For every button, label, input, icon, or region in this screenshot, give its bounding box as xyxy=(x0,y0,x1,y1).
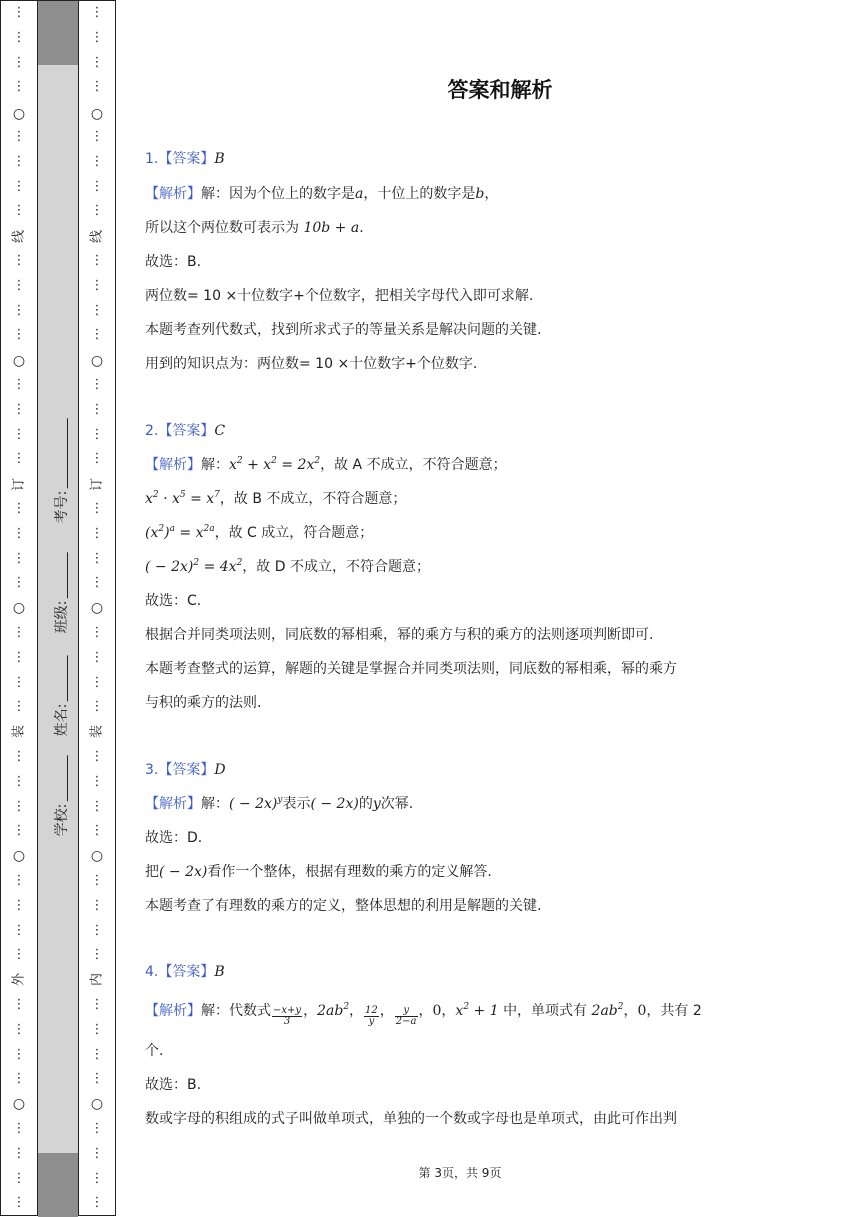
seam-circle: ○ xyxy=(12,600,26,616)
dotted-seam: ⋮ xyxy=(90,897,104,913)
seam-circle: ○ xyxy=(90,106,104,122)
seam-circle: ○ xyxy=(90,353,104,369)
q2-analysis-line-8: 与积的乘方的法则. xyxy=(145,695,262,711)
dotted-seam: ⋮ xyxy=(90,377,104,392)
q4-fraction-1: $\frac{-x+y}{3}$ xyxy=(273,1004,302,1027)
dotted-seam: ⋮ xyxy=(90,699,104,715)
analysis-label: 【解析】 xyxy=(145,457,201,473)
q2-analysis-line-4 xyxy=(145,560,430,574)
dotted-seam: ⋮ xyxy=(90,575,104,591)
q1-var-a: a xyxy=(355,186,364,202)
q2-text: ，故 A 不成立，不符合题意； xyxy=(320,457,507,473)
inner-binding-column xyxy=(78,0,116,1216)
dotted-seam: ⋮ xyxy=(12,997,26,1012)
q1-analysis-line-2 xyxy=(145,221,364,235)
analysis-label: 【解析】 xyxy=(145,186,201,202)
dotted-seam: ⋮ xyxy=(90,1121,104,1136)
dotted-seam: ⋮ xyxy=(12,922,26,938)
outer-seam-label: 装 xyxy=(11,725,27,739)
question-number: 3. xyxy=(145,762,159,778)
q2-analysis-line-2 xyxy=(145,492,406,506)
q1-analysis-line-6: 用到的知识点为：两位数= 10 ×十位数字+个位数字. xyxy=(145,356,478,372)
q2-formula-b: $x^2 \cdot x^5 = x^7$ xyxy=(145,490,220,507)
dotted-seam: ⋮ xyxy=(90,1145,104,1161)
answer-value: C xyxy=(214,423,226,439)
dotted-seam: ⋮ xyxy=(12,426,26,442)
dotted-seam: ⋮ xyxy=(90,54,104,70)
q1-text: ， xyxy=(484,186,499,202)
q3-text: 次幂. xyxy=(380,796,414,812)
dotted-seam: ⋮ xyxy=(12,773,26,789)
analysis-label: 【解析】 xyxy=(145,796,201,812)
dotted-seam: ⋮ xyxy=(90,1021,104,1037)
q4-analysis-line-4: 数或字母的积组成的式子叫做单项式，单独的一个数或字母也是单项式，由此可作出判 xyxy=(145,1111,677,1127)
dotted-seam: ⋮ xyxy=(12,277,26,293)
dotted-seam: ⋮ xyxy=(12,1121,26,1136)
seam-circle: ○ xyxy=(12,848,26,864)
dotted-seam: ⋮ xyxy=(12,749,26,764)
dotted-seam: ⋮ xyxy=(90,525,104,541)
q4-text: 解：代数式 xyxy=(201,1003,271,1019)
q3-var-y: y xyxy=(372,796,381,812)
dotted-seam: ⋮ xyxy=(12,1195,26,1211)
dotted-seam: ⋮ xyxy=(12,129,26,144)
dotted-seam: ⋮ xyxy=(12,29,26,45)
q4-analysis-line-1: 【解析】解：代数式 $\frac{-x+y}{3}$ ，$2ab^2$， $\frac{12}{y}$ ， $\frac{y}{2-a}$ ，0，$x^2 + 1$ 中，单项式有 $2ab^2$，0，共有 2 xyxy=(145,1002,702,1027)
q1-expression: 10b + a xyxy=(303,220,360,236)
margin-dark-block-bottom xyxy=(38,1153,78,1217)
dotted-seam: ⋮ xyxy=(90,178,104,194)
answer-value: B xyxy=(214,964,225,980)
q1-text: 解：因为个位上的数字是 xyxy=(201,186,355,202)
q1-answer-line xyxy=(145,152,225,166)
dotted-seam: ⋮ xyxy=(12,947,26,963)
dotted-seam: ⋮ xyxy=(90,649,104,665)
dotted-seam: ⋮ xyxy=(12,798,26,814)
inner-seam-label: 订 xyxy=(89,478,105,492)
q2-formula-d: ( − $2x)^2 = 4x^2$ xyxy=(145,558,243,575)
dotted-seam: ⋮ xyxy=(12,203,26,219)
q1-text: 所以这个两位数可表示为 xyxy=(145,220,304,236)
q1-analysis-line-3: 故选：B. xyxy=(145,254,202,270)
dotted-seam: ⋮ xyxy=(90,873,104,888)
dotted-seam: ⋮ xyxy=(12,153,26,169)
q2-analysis-line-6: 根据合并同类项法则，同底数的幂相乘，幂的乘方与积的乘方的法则逐项判断即可. xyxy=(145,627,654,643)
question-number: 1. xyxy=(145,151,159,167)
outer-seam-label: 线 xyxy=(11,230,27,244)
answer-label: 【答案】 xyxy=(158,762,215,778)
q3-analysis-line-2: 故选：D. xyxy=(145,830,203,846)
seam-circle: ○ xyxy=(90,1096,104,1112)
q3-text: 看作一个整体，根据有理数的乘方的定义解答. xyxy=(207,864,492,880)
q2-text: ，故 C 成立，符合题意； xyxy=(214,525,374,541)
dotted-seam: ⋮ xyxy=(12,823,26,839)
field-school: 学校: xyxy=(51,754,71,837)
q3-formula: ( − 2x) xyxy=(310,796,359,812)
q1-text: . xyxy=(359,220,364,236)
q2-answer-line xyxy=(145,424,225,438)
q2-formula-c: $(x^2)^a = x^{2a}$ xyxy=(145,524,215,541)
q3-formula: ( − 2x) xyxy=(159,864,208,880)
dotted-seam: ⋮ xyxy=(90,277,104,293)
dotted-seam: ⋮ xyxy=(90,922,104,938)
seam-circle: ○ xyxy=(12,353,26,369)
margin-dark-block-top xyxy=(38,1,78,65)
q2-text: 解： xyxy=(201,457,229,473)
q3-analysis-line-3 xyxy=(145,865,492,879)
dotted-seam: ⋮ xyxy=(90,1071,104,1087)
dotted-seam: ⋮ xyxy=(12,401,26,417)
dotted-seam: ⋮ xyxy=(90,1046,104,1062)
answer-label: 【答案】 xyxy=(158,423,215,439)
q3-text: 表示 xyxy=(282,796,311,812)
dotted-seam: ⋮ xyxy=(12,501,26,516)
q1-analysis-line-4: 两位数= 10 ×十位数字+个位数字，把相关字母代入即可求解. xyxy=(145,288,534,304)
seam-circle: ○ xyxy=(12,1096,26,1112)
dotted-seam: ⋮ xyxy=(12,525,26,541)
dotted-seam: ⋮ xyxy=(90,1195,104,1211)
dotted-seam: ⋮ xyxy=(12,178,26,194)
dotted-seam: ⋮ xyxy=(12,1170,26,1186)
q2-formula-a: $x^2 + x^2 = 2x^2$ xyxy=(229,456,321,473)
dotted-seam: ⋮ xyxy=(90,1170,104,1186)
outer-binding-column xyxy=(0,0,38,1216)
seam-circle: ○ xyxy=(90,600,104,616)
answer-value: D xyxy=(214,762,226,778)
question-number: 4. xyxy=(145,964,159,980)
dotted-seam: ⋮ xyxy=(90,501,104,516)
dotted-seam: ⋮ xyxy=(12,1021,26,1037)
dotted-seam: ⋮ xyxy=(12,625,26,640)
analysis-label: 【解析】 xyxy=(145,1003,201,1019)
dotted-seam: ⋮ xyxy=(90,302,104,318)
q4-text: ，共有 2 xyxy=(646,1003,702,1019)
q1-analysis-line-5: 本题考查列代数式，找到所求式子的等量关系是解决问题的关键. xyxy=(145,322,542,338)
dotted-seam: ⋮ xyxy=(90,823,104,839)
dotted-seam: ⋮ xyxy=(12,1145,26,1161)
dotted-seam: ⋮ xyxy=(12,451,26,467)
q2-analysis-line-7: 本题考查整式的运算，解题的关键是掌握合并同类项法则，同底数的幂相乘，幂的乘方 xyxy=(145,661,677,677)
q2-analysis-line-3 xyxy=(145,526,373,540)
field-exam-number: 考号: xyxy=(51,417,71,524)
dotted-seam: ⋮ xyxy=(12,54,26,70)
question-number: 2. xyxy=(145,423,159,439)
q2-text: ，故 B 不成立，不符合题意； xyxy=(219,491,407,507)
dotted-seam: ⋮ xyxy=(12,302,26,318)
q3-answer-line xyxy=(145,763,226,777)
dotted-seam: ⋮ xyxy=(12,5,26,20)
seam-circle: ○ xyxy=(12,106,26,122)
dotted-seam: ⋮ xyxy=(90,327,104,343)
dotted-seam: ⋮ xyxy=(12,1071,26,1087)
dotted-seam: ⋮ xyxy=(90,253,104,268)
inner-seam-label: 内 xyxy=(89,973,105,987)
q3-formula: ( − 2x)$^y$ xyxy=(229,795,283,812)
answer-value: B xyxy=(214,151,225,167)
outer-seam-label: 外 xyxy=(11,973,27,987)
dotted-seam: ⋮ xyxy=(12,327,26,343)
dotted-seam: ⋮ xyxy=(12,550,26,566)
q4-fraction-2: $\frac{12}{y}$ xyxy=(365,1004,378,1027)
dotted-seam: ⋮ xyxy=(90,129,104,144)
inner-seam-label: 装 xyxy=(89,725,105,739)
q1-analysis-line-1 xyxy=(145,187,498,201)
dotted-seam: ⋮ xyxy=(12,873,26,888)
dotted-seam: ⋮ xyxy=(90,79,104,95)
page-footer: 第 3页，共 9页 xyxy=(418,1166,502,1180)
dotted-seam: ⋮ xyxy=(90,749,104,764)
dotted-seam: ⋮ xyxy=(12,575,26,591)
page-title: 答案和解析 xyxy=(447,78,553,102)
dotted-seam: ⋮ xyxy=(12,649,26,665)
q2-text: ，故 D 不成立，不符合题意； xyxy=(242,559,430,575)
dotted-seam: ⋮ xyxy=(90,773,104,789)
dotted-seam: ⋮ xyxy=(90,203,104,219)
dotted-seam: ⋮ xyxy=(90,550,104,566)
dotted-seam: ⋮ xyxy=(90,451,104,467)
dotted-seam: ⋮ xyxy=(12,699,26,715)
inner-seam-label: 线 xyxy=(89,230,105,244)
seam-circle: ○ xyxy=(90,848,104,864)
q2-analysis-line-5: 故选：C. xyxy=(145,593,202,609)
answer-label: 【答案】 xyxy=(158,964,215,980)
dotted-seam: ⋮ xyxy=(12,377,26,392)
answer-label: 【答案】 xyxy=(158,151,215,167)
q4-fraction-3: $\frac{y}{2-a}$ xyxy=(395,1004,417,1027)
outer-seam-label: 订 xyxy=(11,478,27,492)
dotted-seam: ⋮ xyxy=(12,253,26,268)
field-name: 姓名: xyxy=(51,654,71,737)
dotted-seam: ⋮ xyxy=(90,426,104,442)
q1-text: ，十位上的数字是 xyxy=(363,186,476,202)
dotted-seam: ⋮ xyxy=(90,947,104,963)
dotted-seam: ⋮ xyxy=(90,798,104,814)
q4-analysis-line-3: 故选：B. xyxy=(145,1077,202,1093)
q1-var-b: b xyxy=(475,186,485,202)
dotted-seam: ⋮ xyxy=(90,997,104,1012)
q3-text: 的 xyxy=(358,796,373,812)
dotted-seam: ⋮ xyxy=(90,153,104,169)
dotted-seam: ⋮ xyxy=(90,5,104,20)
q3-analysis-line-1 xyxy=(145,797,413,811)
dotted-seam: ⋮ xyxy=(90,401,104,417)
dotted-seam: ⋮ xyxy=(12,79,26,95)
dotted-seam: ⋮ xyxy=(12,897,26,913)
q3-analysis-line-4: 本题考查了有理数的乘方的定义，整体思想的利用是解题的关键. xyxy=(145,898,542,914)
dotted-seam: ⋮ xyxy=(90,29,104,45)
dotted-seam: ⋮ xyxy=(90,625,104,640)
dotted-seam: ⋮ xyxy=(12,1046,26,1062)
field-class: 班级: xyxy=(51,551,71,634)
q3-text: 把 xyxy=(145,864,159,880)
q4-text: 中，单项式有 xyxy=(503,1003,592,1019)
q4-analysis-line-2: 个. xyxy=(145,1043,164,1059)
q4-answer-line xyxy=(145,965,225,979)
q2-analysis-line-1 xyxy=(145,458,507,472)
dotted-seam: ⋮ xyxy=(12,674,26,690)
q3-text: 解： xyxy=(201,796,229,812)
dotted-seam: ⋮ xyxy=(90,674,104,690)
